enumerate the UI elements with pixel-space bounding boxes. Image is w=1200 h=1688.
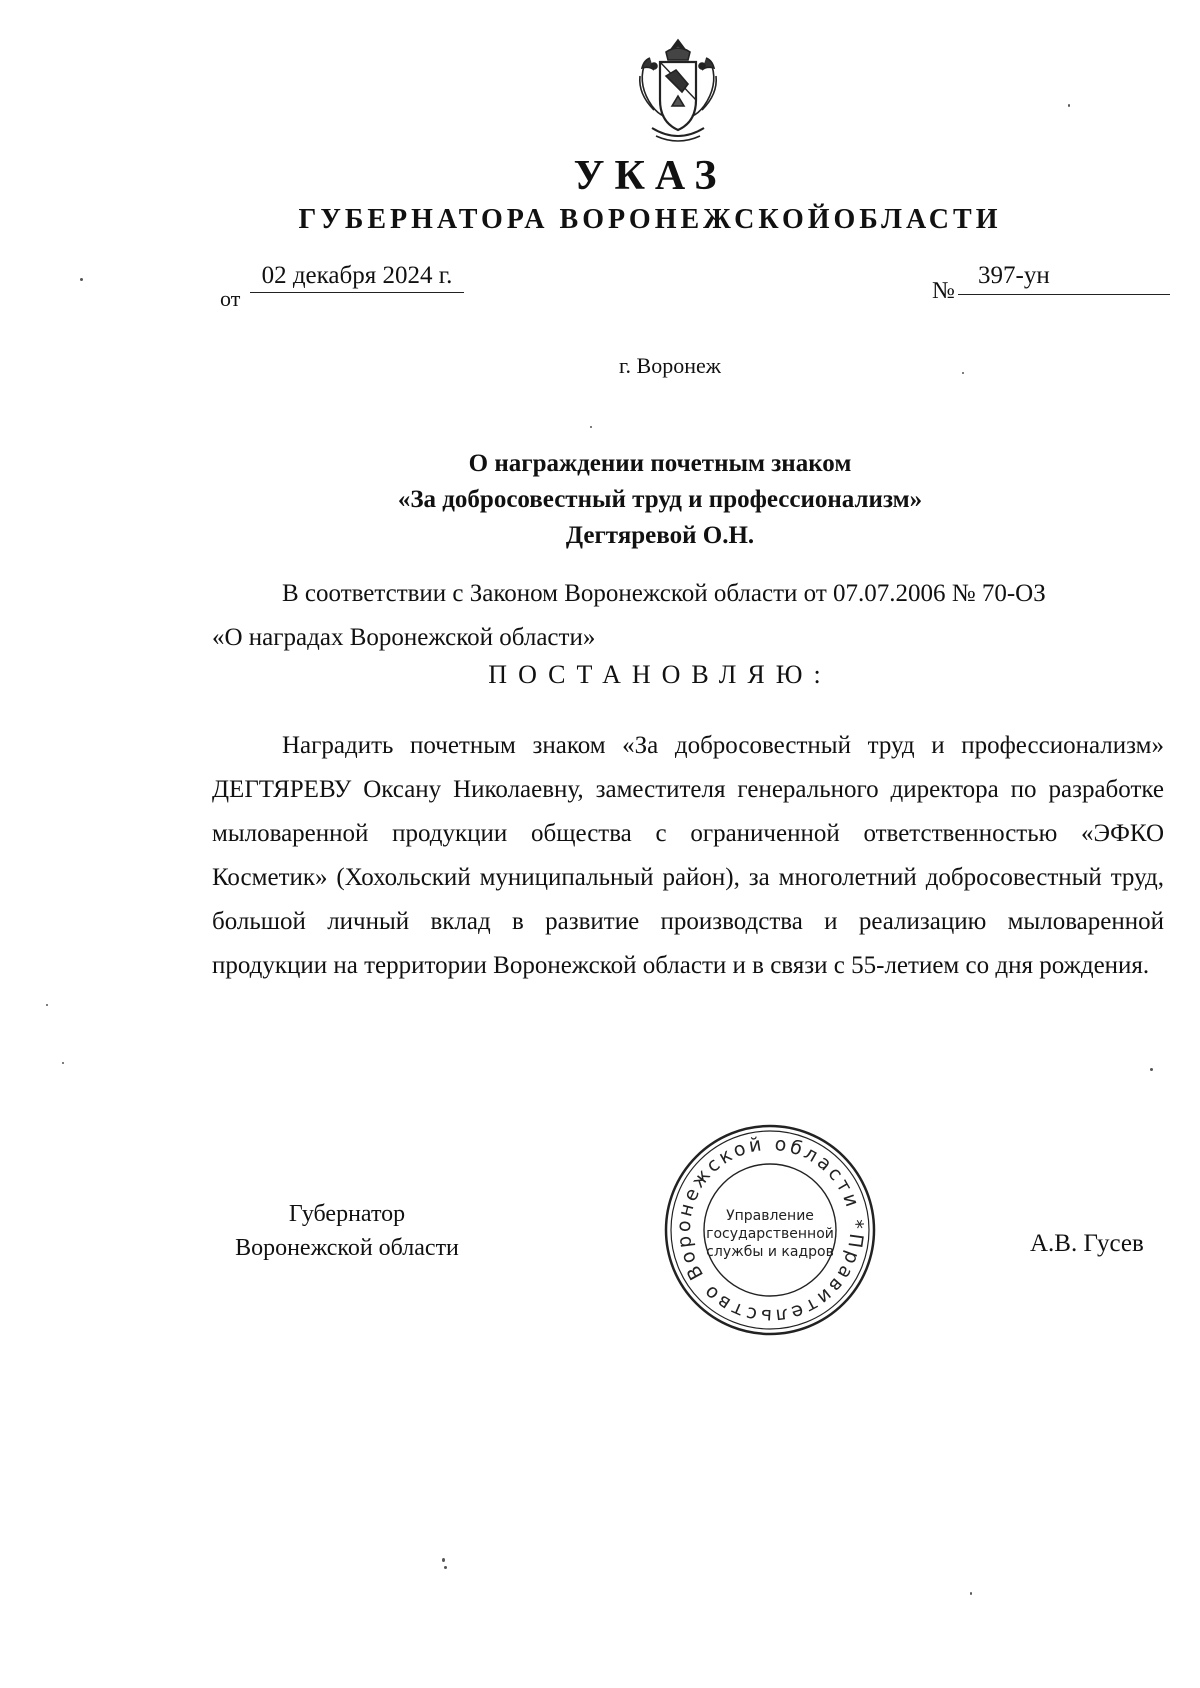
scan-speck xyxy=(80,278,83,281)
decree-body xyxy=(212,724,1164,988)
date-prefix: от xyxy=(220,286,241,311)
subject-line-1: О награждении почетным знаком xyxy=(468,450,852,477)
subject-line-2: «За добросовестный труд и профессионализм» xyxy=(397,486,923,513)
basis-line-2: «О наградах Воронежской области» xyxy=(212,624,596,651)
number-sign: № xyxy=(932,278,955,304)
decree-word: ПОСТАНОВЛЯЮ: xyxy=(488,660,832,689)
stamp-center-line-3: службы и кадров xyxy=(706,1244,834,1260)
scan-speck xyxy=(62,1062,64,1064)
scan-speck xyxy=(1150,1068,1153,1071)
document-date: 02 декабря 2024 г. xyxy=(250,262,464,293)
scan-speck xyxy=(590,426,592,428)
official-stamp xyxy=(660,1120,880,1340)
signatory-name: А.В. Гусев xyxy=(1030,1230,1144,1257)
basis-line-1: В соответствии с Законом Воронежской области от 07.07.2006 № 70-ОЗ xyxy=(282,580,1046,607)
decree-subject xyxy=(0,446,1200,554)
coat-of-arms-emblem xyxy=(632,36,724,148)
document-title: УКАЗ xyxy=(573,153,727,199)
stamp-ring-text: Правительство Воронежской области * xyxy=(672,1132,868,1328)
stamp-center-line-1: Управление xyxy=(726,1208,814,1224)
signatory-title xyxy=(212,1197,482,1265)
legal-basis xyxy=(212,572,1164,660)
scan-speck xyxy=(46,1004,48,1006)
subject-line-3: Дегтяревой О.Н. xyxy=(565,522,755,549)
scan-speck xyxy=(1068,104,1070,107)
document-subtitle: ГУБЕРНАТОРА ВОРОНЕЖСКОЙОБЛАСТИ xyxy=(298,204,1002,235)
scan-speck xyxy=(444,1566,447,1569)
stamp-center-line-2: государственной xyxy=(706,1226,834,1242)
body-paragraph: Наградить почетным знаком «За добросовестный труд и профессионализм» ДЕГТЯРЕВУ Оксану Николаевну, заместителя генерального директора по разработке мыловаренной продукции общества с ограниченной ответственностью «ЭФКО Косметик» (Хохольский муниципальный район), за многолетний добросовестный труд, большой личный вклад в развитие производства и реализацию мыловаренной продукции на территории Воронежской области и в связи с 55-летием со дня рождения. xyxy=(212,732,1164,979)
city-label: г. Воронеж xyxy=(619,353,721,378)
document-number: 397-ун xyxy=(958,262,1170,295)
scan-speck xyxy=(970,1592,972,1595)
signatory-title-line-1: Губернатор xyxy=(288,1201,406,1227)
scan-speck xyxy=(442,1558,445,1562)
signatory-title-line-2: Воронежской области xyxy=(235,1235,459,1261)
scan-speck xyxy=(962,372,964,374)
